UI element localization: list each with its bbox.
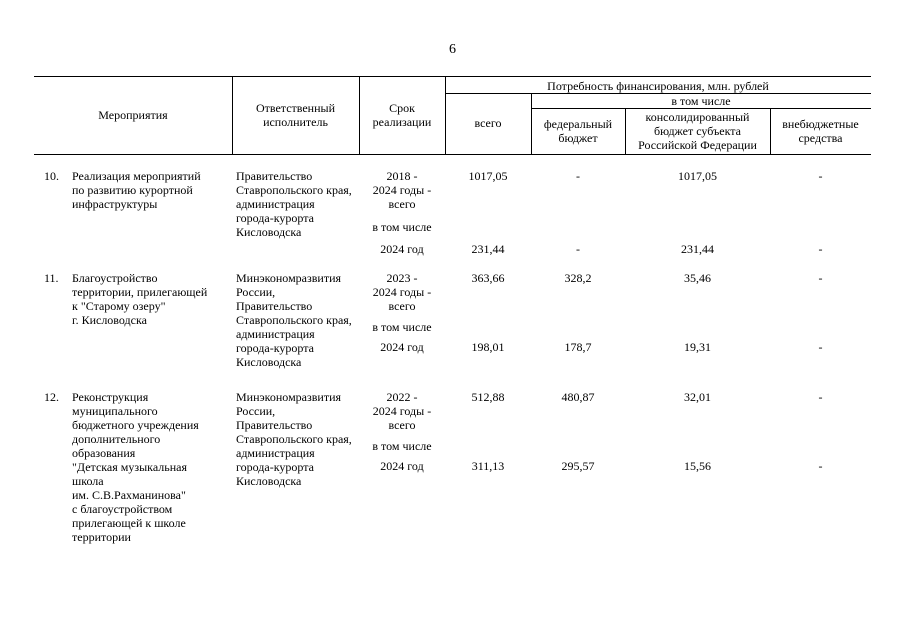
header-top-rule bbox=[34, 76, 871, 77]
year-federal: 178,7 bbox=[564, 340, 592, 354]
period-extra: - bbox=[818, 390, 823, 404]
year-federal: 295,57 bbox=[561, 459, 595, 473]
year-total: 231,44 bbox=[471, 242, 505, 256]
row-term-year: 2024 год bbox=[380, 242, 424, 256]
row-number: 12. bbox=[44, 390, 59, 404]
header-extrabudgetary: внебюджетные средства bbox=[782, 117, 859, 145]
row-term-including: в том числе bbox=[372, 220, 432, 234]
period-federal: 328,2 bbox=[564, 271, 592, 285]
year-consolidated: 19,31 bbox=[684, 340, 711, 354]
period-total: 512,88 bbox=[471, 390, 505, 404]
period-total: 1017,05 bbox=[468, 169, 508, 183]
year-extra: - bbox=[818, 459, 823, 473]
row-number: 10. bbox=[44, 169, 59, 183]
year-consolidated: 231,44 bbox=[681, 242, 714, 256]
header-bottom-rule bbox=[34, 154, 871, 155]
year-total: 198,01 bbox=[471, 340, 505, 354]
period-federal: - bbox=[576, 169, 580, 183]
row-term-including: в том числе bbox=[372, 439, 432, 453]
year-extra: - bbox=[818, 340, 823, 354]
header-consolidated: консолидированный бюджет субъекта Российской Федерации bbox=[638, 110, 757, 152]
row-term-period: 2023 - 2024 годы - всего bbox=[372, 271, 432, 313]
header-measures: Мероприятия bbox=[98, 108, 168, 122]
row-measure: Реализация мероприятий по развитию курортной инфраструктуры bbox=[72, 169, 201, 211]
row-term-including: в том числе bbox=[372, 320, 432, 334]
header-executor: Ответственный исполнитель bbox=[255, 101, 336, 129]
row-term-year: 2024 год bbox=[380, 459, 424, 473]
row-number: 11. bbox=[44, 271, 59, 285]
period-federal: 480,87 bbox=[561, 390, 595, 404]
row-executor: Минэкономразвития России, Правительство Ставропольского края, администрация города-курорта Кисловодска bbox=[236, 390, 352, 488]
header-federal: федеральный бюджет bbox=[543, 117, 613, 145]
row-term-period: 2018 - 2024 годы - всего bbox=[372, 169, 432, 211]
year-extra: - bbox=[818, 242, 823, 256]
period-consolidated: 35,46 bbox=[684, 271, 711, 285]
row-term-year: 2024 год bbox=[380, 340, 424, 354]
period-extra: - bbox=[818, 271, 823, 285]
header-including: в том числе bbox=[671, 94, 731, 108]
period-total: 363,66 bbox=[471, 271, 505, 285]
header-financing-need: Потребность финансирования, млн. рублей bbox=[547, 79, 769, 93]
period-consolidated: 32,01 bbox=[684, 390, 711, 404]
page-number: 6 bbox=[449, 42, 456, 57]
year-consolidated: 15,56 bbox=[684, 459, 711, 473]
row-term-period: 2022 - 2024 годы - всего bbox=[372, 390, 432, 432]
header-term: Срок реализации bbox=[372, 101, 432, 129]
including-divider bbox=[531, 108, 871, 109]
year-federal: - bbox=[576, 242, 580, 256]
period-consolidated: 1017,05 bbox=[678, 169, 717, 183]
row-measure: Благоустройство территории, прилегающей к "Старому озеру" г. Кисловодска bbox=[72, 271, 208, 327]
row-executor: Минэкономразвития России, Правительство Ставропольского края, администрация города-курорта Кисловодска bbox=[236, 271, 352, 369]
period-extra: - bbox=[818, 169, 823, 183]
header-total: всего bbox=[474, 116, 502, 130]
row-executor: Правительство Ставропольского края, администрация города-курорта Кисловодска bbox=[236, 169, 352, 239]
year-total: 311,13 bbox=[471, 459, 505, 473]
row-measure: Реконструкция муниципального бюджетного учреждения дополнительного образования "Детская музыкальная школа им. С.В.Рахманинова" с благоустройством прилегающей к школе территории bbox=[72, 390, 199, 544]
